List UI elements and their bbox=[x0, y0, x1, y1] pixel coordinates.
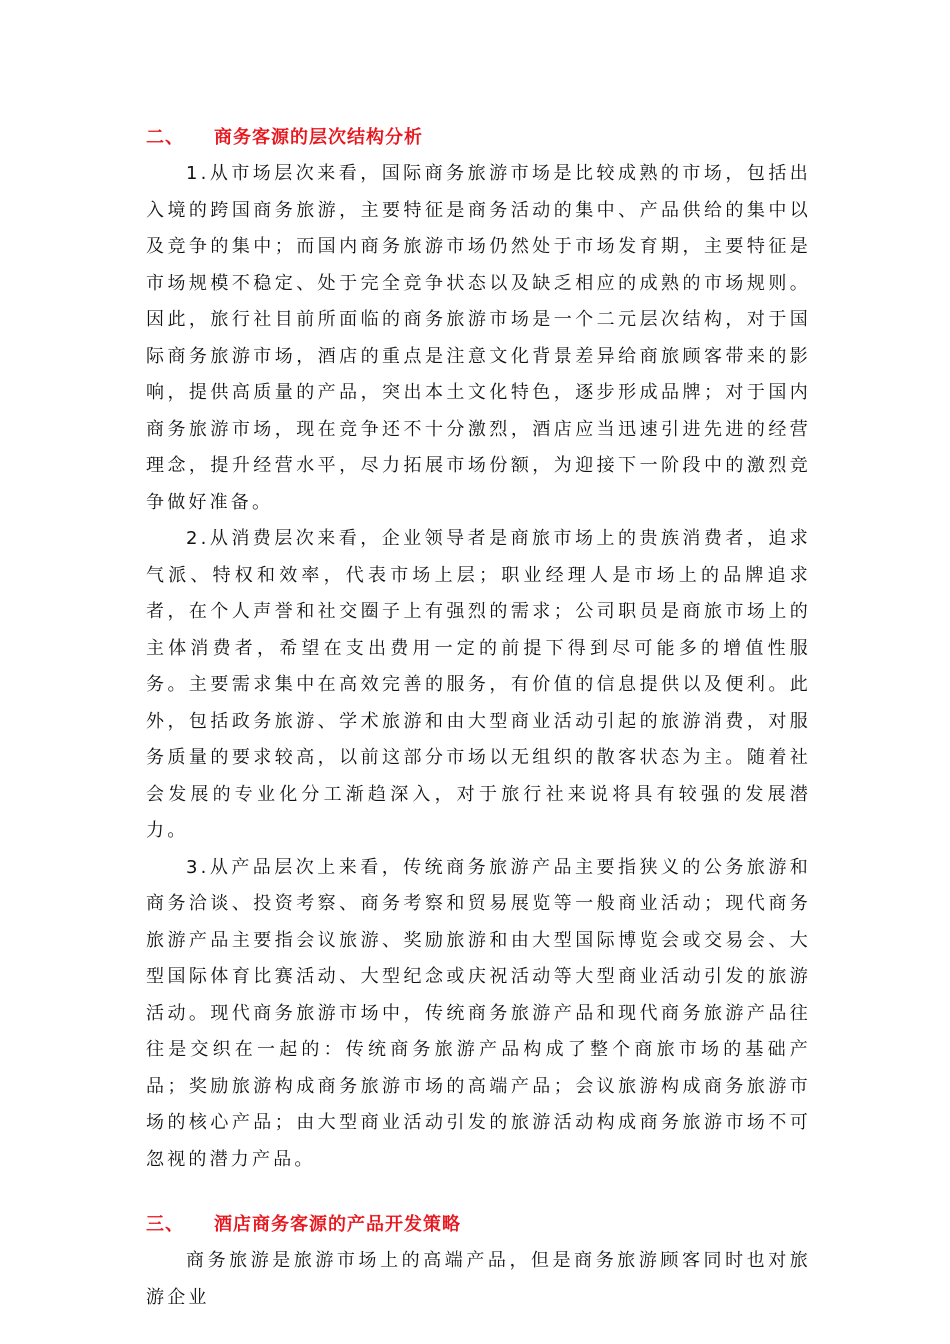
section-title: 商务客源的层次结构分析 bbox=[214, 127, 423, 148]
paragraph: 商务旅游是旅游市场上的高端产品，但是商务旅游顾客同时也对旅游企业 bbox=[146, 1250, 811, 1308]
section-number: 三、 bbox=[146, 1214, 184, 1235]
document-page bbox=[146, 120, 811, 1316]
section-number: 二、 bbox=[146, 127, 184, 148]
section-title: 酒店商务客源的产品开发策略 bbox=[214, 1214, 461, 1235]
section-heading bbox=[146, 120, 811, 156]
section-heading bbox=[146, 1207, 811, 1243]
paragraph: 1.从市场层次来看，国际商务旅游市场是比较成熟的市场，包括出入境的跨国商务旅游，主要特征是商务活动的集中、产品供给的集中以及竞争的集中；而国内商务旅游市场仍然处于市场发育期，主要特征是市场规模不稳定、处于完全竞争状态以及缺乏相应的成熟的市场规则。因此，旅行社目前所面临的商务旅游市场是一个二元层次结构，对于国际商务旅游市场，酒店的重点是注意文化背景差异给商旅顾客带来的影响，提供高质量的产品，突出本土文化特色，逐步形成品牌；对于国内商务旅游市场，现在竞争还不十分激烈，酒店应当迅速引进先进的经营理念，提升经营水平，尽力拓展市场份额，为迎接下一阶段中的激烈竞争做好准备。 bbox=[146, 163, 811, 513]
paragraph: 3.从产品层次上来看，传统商务旅游产品主要指狭义的公务旅游和商务洽谈、投资考察、商务考察和贸易展览等一般商业活动；现代商务旅游产品主要指会议旅游、奖励旅游和由大型国际博览会或交易会、大型国际体育比赛活动、大型纪念或庆祝活动等大型商业活动引发的旅游活动。现代商务旅游市场中，传统商务旅游产品和现代商务旅游产品往往是交织在一起的：传统商务旅游产品构成了整个商旅市场的基础产品；奖励旅游构成商务旅游市场的高端产品；会议旅游构成商务旅游市场的核心产品；由大型商业活动引发的旅游活动构成商务旅游市场不可忽视的潜力产品。 bbox=[146, 856, 811, 1170]
paragraph: 2.从消费层次来看，企业领导者是商旅市场上的贵族消费者，追求气派、特权和效率，代表市场上层；职业经理人是市场上的品牌追求者，在个人声誉和社交圈子上有强烈的需求；公司职员是商旅市场上的主体消费者，希望在支出费用一定的前提下得到尽可能多的增值性服务。主要需求集中在高效完善的服务，有价值的信息提供以及便利。此外，包括政务旅游、学术旅游和由大型商业活动引起的旅游消费，对服务质量的要求较高，以前这部分市场以无组织的散客状态为主。随着社会发展的专业化分工渐趋深入，对于旅行社来说将具有较强的发展潜力。 bbox=[146, 528, 811, 841]
